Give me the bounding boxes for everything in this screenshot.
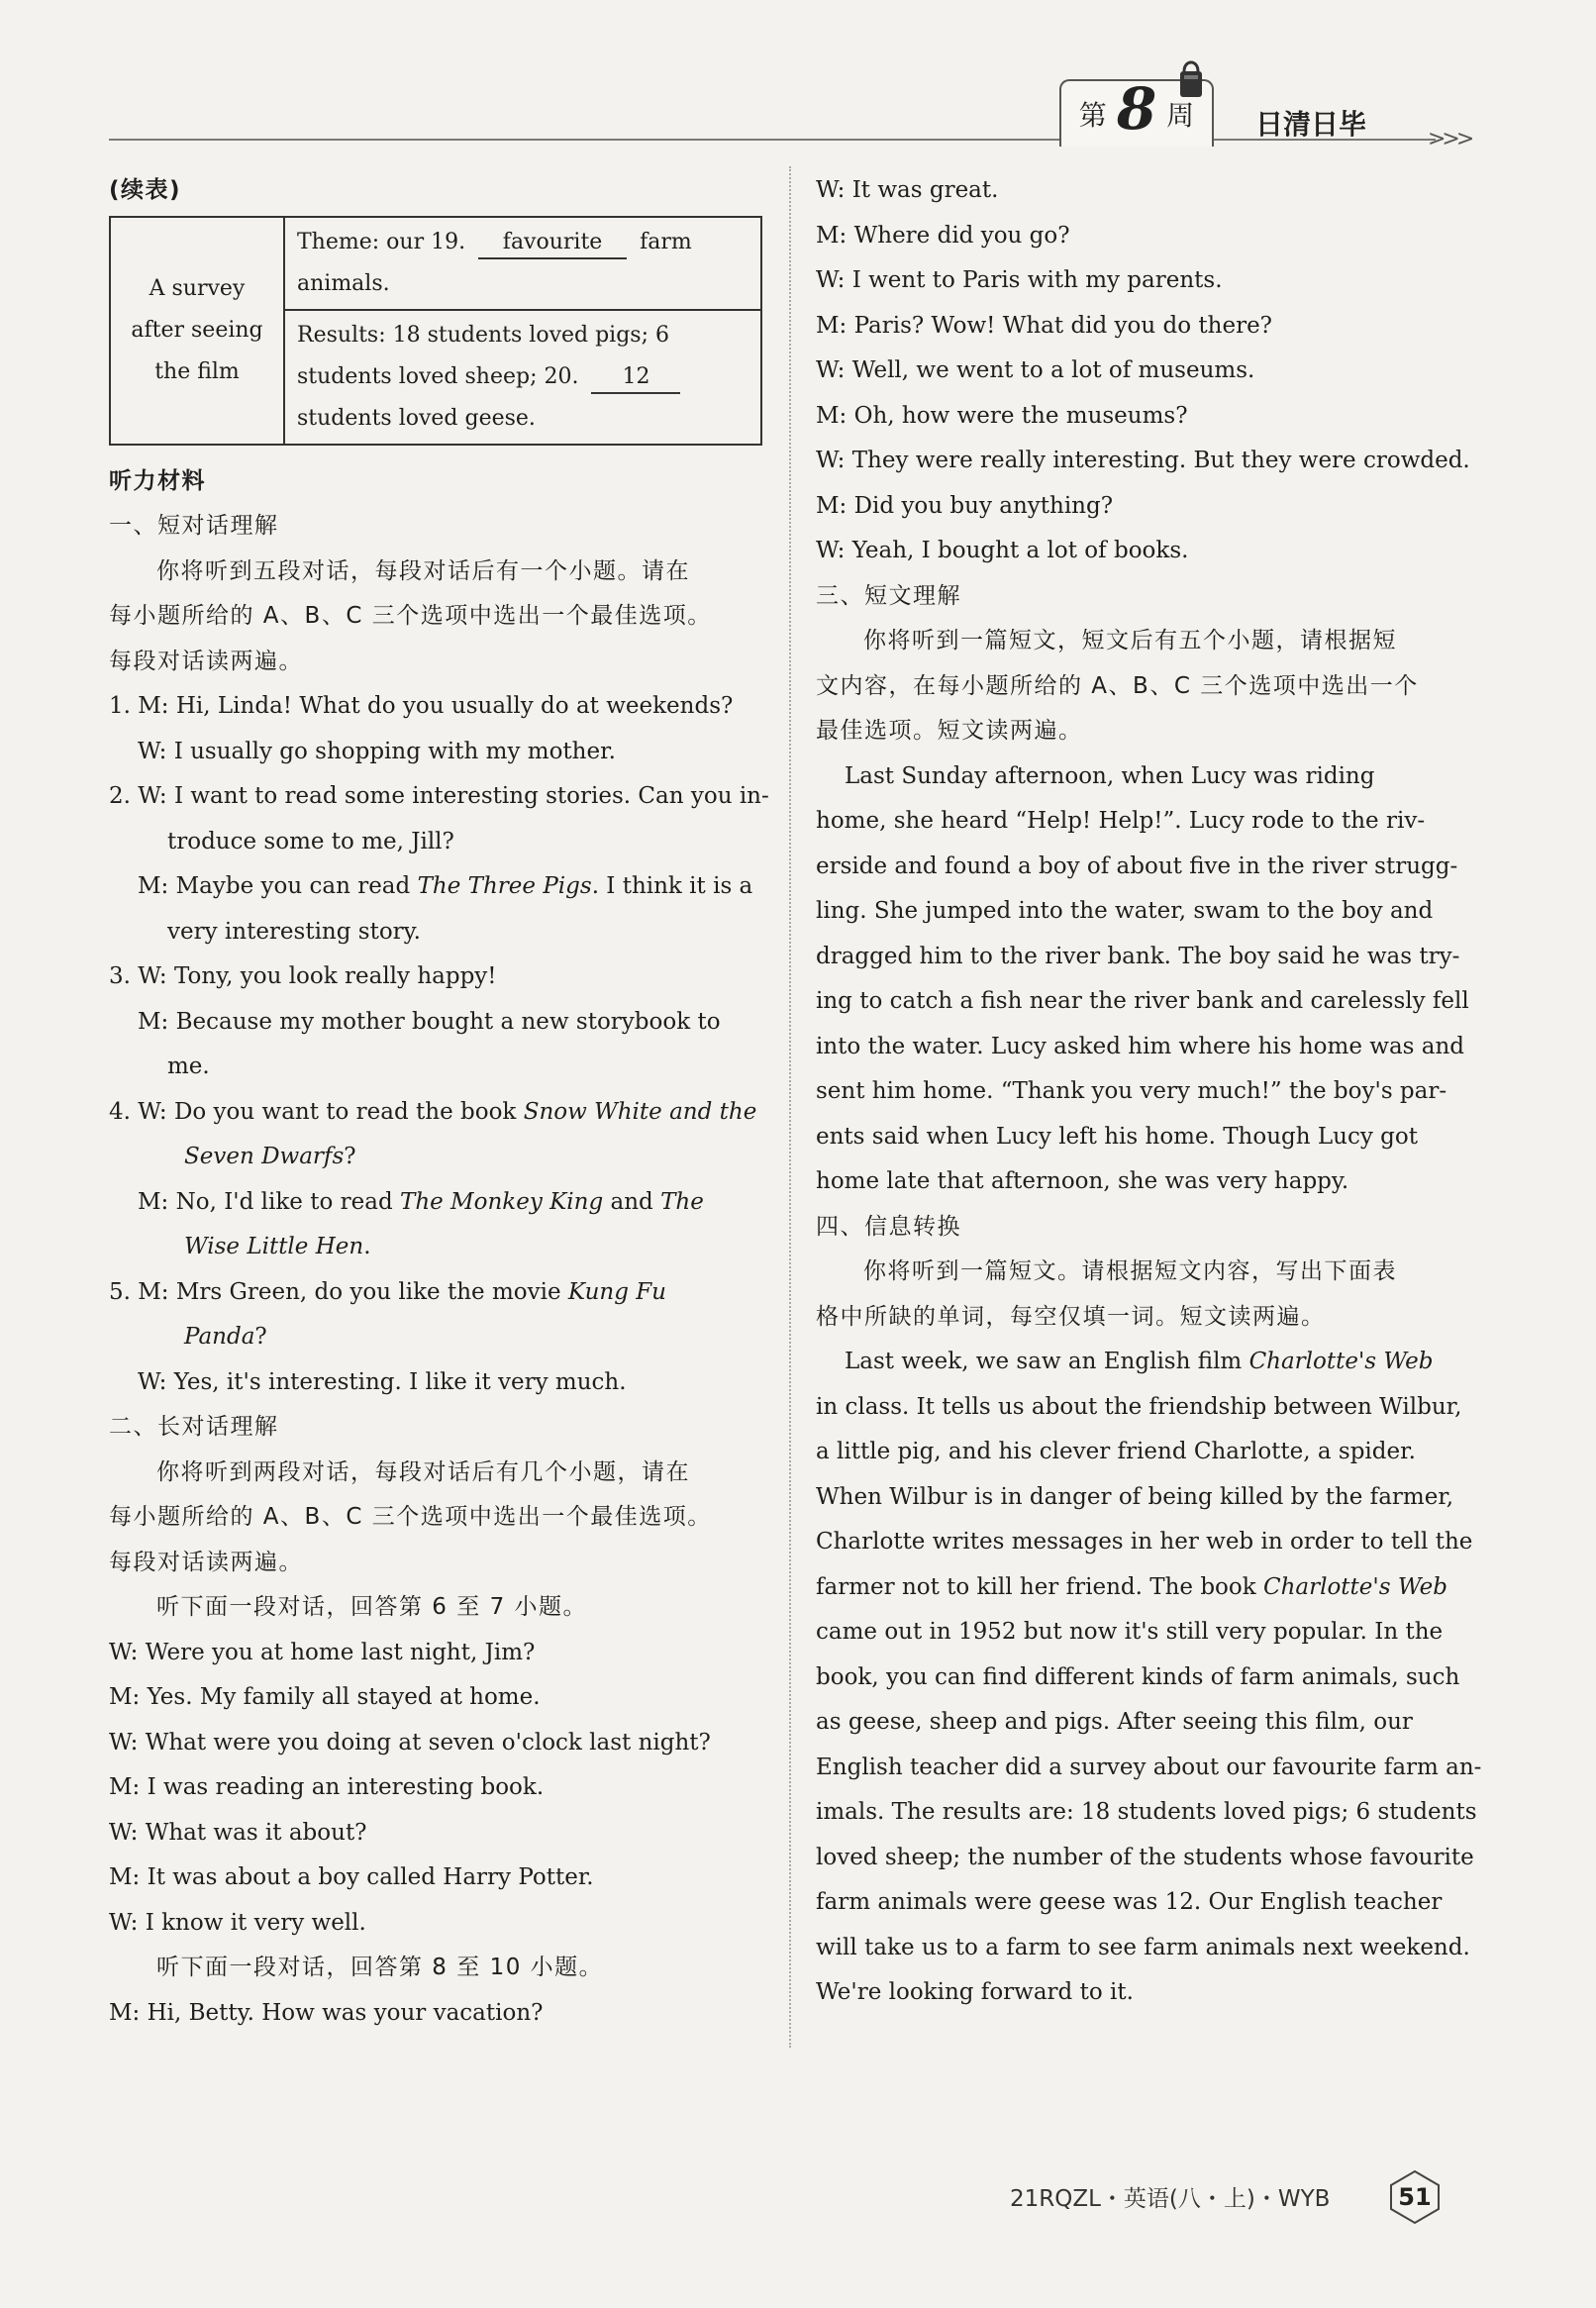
passage-line: English teacher did a survey about our favourite farm an- [816,1754,1482,1780]
results-text-before: Results: 18 students loved pigs; 6 students loved sheep; 20. [297,322,669,389]
passage-line: in class. It tells us about the friendship between Wilbur, [816,1393,1462,1420]
part3-instr: 文内容，在每小题所给的 A、B、C 三个选项中选出一个 [816,672,1419,699]
passage-line: imals. The results are: 18 students loved pigs; 6 students [816,1799,1477,1825]
continued-label: (续表) [109,177,182,203]
dialogue-line: M: I was reading an interesting book. [109,1774,545,1800]
passage-line: ing to catch a fish near the river bank and carelessly fell [816,988,1469,1014]
dialogue-line: M: It was about a boy called Harry Potter. [109,1864,594,1890]
dialogue-line: M: Paris? Wow! What did you do there? [816,312,1273,339]
book-title: Seven Dwarfs [184,1144,345,1169]
book-code: 21RQZL・英语(八・上)・WYB [1010,2186,1331,2212]
dialogue-line: W: Were you at home last night, Jim? [109,1639,536,1665]
part2-instr: 每段对话读两遍。 [109,1549,303,1575]
left-column [109,168,769,2036]
film-title: Charlotte's Web [1248,1349,1434,1374]
dialogue-line: 1. M: Hi, Linda! What do you usually do at weekends? [109,693,734,719]
part3-title: 三、短文理解 [816,582,961,609]
page-number-text: 51 [1398,2183,1432,2211]
results-text-after: students loved geese. [297,405,536,431]
part2-title: 二、长对话理解 [109,1414,279,1440]
page-footer [990,2168,1446,2228]
dialogue-line: Seven Dwarfs? [184,1144,356,1169]
dialogue-line: W: Well, we went to a lot of museums. [816,357,1255,383]
header-arrows: >>> [1428,127,1471,151]
dialogue-line: very interesting story. [167,918,421,945]
dialogue-line: M: Oh, how were the museums? [816,402,1188,429]
dialogue-line: M: Hi, Betty. How was your vacation? [109,1999,544,2026]
part4-instr: 你将听到一篇短文。请根据短文内容，写出下面表 [863,1258,1397,1284]
passage-line: Last Sunday afternoon, when Lucy was riding [845,762,1375,789]
week-number: 8 [1116,75,1157,143]
book-title: The Monkey King [399,1188,604,1215]
dialogue-line: W: They were really interesting. But they were crowded. [816,448,1470,473]
dialogue-line: W: I know it very well. [109,1909,366,1936]
dialogue-line: M: Maybe you can read The Three Pigs. I think it is a [138,873,753,899]
part3-instr: 你将听到一篇短文，短文后有五个小题，请根据短 [863,628,1397,653]
book-title: Snow White and the [523,1098,757,1125]
answer-20: 12 [591,362,680,394]
dialogue-line: W: What was it about? [109,1819,367,1846]
answer-19: favourite [478,228,627,259]
week-prefix: 第 [1078,99,1107,132]
conversation2-intro: 听下面一段对话，回答第 8 至 10 小题。 [156,1955,604,1980]
passage-line: erside and found a boy of about five in the river strugg- [816,853,1458,879]
dialogue-line: Wise Little Hen. [184,1234,371,1259]
passage-line: ents said when Lucy left his home. Though Lucy got [816,1123,1418,1150]
passage-line: will take us to a farm to see farm animals next weekend. [816,1934,1470,1960]
passage-line: book, you can find different kinds of farm animals, such [816,1663,1460,1690]
part4-instr: 格中所缺的单词，每空仅填一词。短文读两遍。 [816,1303,1326,1330]
passage-line: home late that afternoon, she was very happy. [816,1168,1349,1194]
dialogue-line: W: Yeah, I bought a lot of books. [816,538,1189,563]
movie-title: Panda [184,1324,255,1350]
passage-line: came out in 1952 but now it's still very popular. In the [816,1619,1444,1645]
dialogue-line: W: It was great. [816,177,999,203]
header-rule [109,139,1436,141]
book-title: Wise Little Hen [184,1234,364,1259]
dialogue-line: W: I went to Paris with my parents. [816,267,1223,293]
dialogue-line: 3. W: Tony, you look really happy! [109,963,497,989]
theme-text-before: Theme: our 19. [297,229,466,254]
week-suffix: 周 [1166,99,1195,132]
results-cell [284,310,761,445]
passage-line: We're looking forward to it. [816,1979,1134,2005]
part1-instr: 每小题所给的 A、B、C 三个选项中选出一个最佳选项。 [109,603,712,629]
passage-line: Charlotte writes messages in her web in order to tell the [816,1529,1473,1555]
theme-text-after: farm animals. [297,229,692,296]
page-header [0,0,1596,158]
passage-line: loved sheep; the number of the students whose favourite [816,1844,1474,1870]
right-column [816,168,1482,2016]
dialogue-line: M: Because my mother bought a new storybook to [138,1008,721,1035]
dialogue-line: W: What were you doing at seven o'clock last night? [109,1729,711,1756]
dialogue-line: troduce some to me, Jill? [167,828,454,854]
dialogue-line: 4. W: Do you want to read the book Snow White and the [109,1098,757,1125]
passage-line: When Wilbur is in danger of being killed by the farmer, [816,1483,1454,1510]
passage-line: ling. She jumped into the water, swam to the boy and [816,898,1434,924]
header-title: 日清日毕 [1255,108,1367,141]
passage-line: a little pig, and his clever friend Charlotte, a spider. [816,1439,1416,1464]
column-divider [789,166,791,2048]
part1-instr: 每段对话读两遍。 [109,648,303,674]
dialogue-line: 2. W: I want to read some interesting stories. Can you in- [109,783,769,809]
binder-clip-icon [1176,57,1206,101]
book-title: The Three Pigs [417,873,592,899]
passage-line: into the water. Lucy asked him where his home was and [816,1033,1465,1059]
passage-line: Last week, we saw an English film Charlotte's Web [845,1349,1434,1374]
listening-heading: 听力材料 [109,467,206,494]
dialogue-line: 5. M: Mrs Green, do you like the movie Kung Fu [109,1278,666,1305]
film-title: Charlotte's Web [1262,1573,1447,1600]
part2-instr: 你将听到两段对话，每段对话后有几个小题，请在 [156,1458,690,1485]
theme-cell [284,217,761,310]
dialogue-line: me. [167,1054,210,1079]
passage-line: as geese, sheep and pigs. After seeing this film, our [816,1709,1413,1735]
part3-instr: 最佳选项。短文读两遍。 [816,718,1083,744]
dialogue-line: M: Did you buy anything? [816,492,1114,519]
survey-row-label: A survey after seeing the film [110,217,284,445]
dialogue-line: W: Yes, it's interesting. I like it very much. [138,1368,627,1395]
part4-title: 四、信息转换 [816,1213,961,1240]
part1-instr: 你将听到五段对话，每段对话后有一个小题。请在 [156,557,690,584]
passage-line: home, she heard “Help! Help!”. Lucy rode to the riv- [816,808,1426,834]
passage-line: sent him home. “Thank you very much!” the boy's par- [816,1078,1447,1104]
dialogue-line: W: I usually go shopping with my mother. [138,738,616,764]
movie-title: Kung Fu [567,1278,666,1305]
dialogue-line: M: Yes. My family all stayed at home. [109,1684,541,1710]
part2-instr: 每小题所给的 A、B、C 三个选项中选出一个最佳选项。 [109,1504,712,1530]
passage-line: farm animals were geese was 12. Our English teacher [816,1889,1443,1915]
conversation1-intro: 听下面一段对话，回答第 6 至 7 小题。 [156,1594,588,1620]
dialogue-line: M: No, I'd like to read The Monkey King and The [138,1188,704,1215]
part1-title: 一、短对话理解 [109,513,279,539]
dialogue-line: M: Where did you go? [816,222,1070,249]
passage-line: farmer not to kill her friend. The book Charlotte's Web [816,1573,1447,1600]
survey-table [109,216,762,446]
passage-line: dragged him to the river bank. The boy said he was try- [816,943,1460,969]
dialogue-line: Panda? [184,1324,267,1350]
page-number [1386,2168,1444,2226]
